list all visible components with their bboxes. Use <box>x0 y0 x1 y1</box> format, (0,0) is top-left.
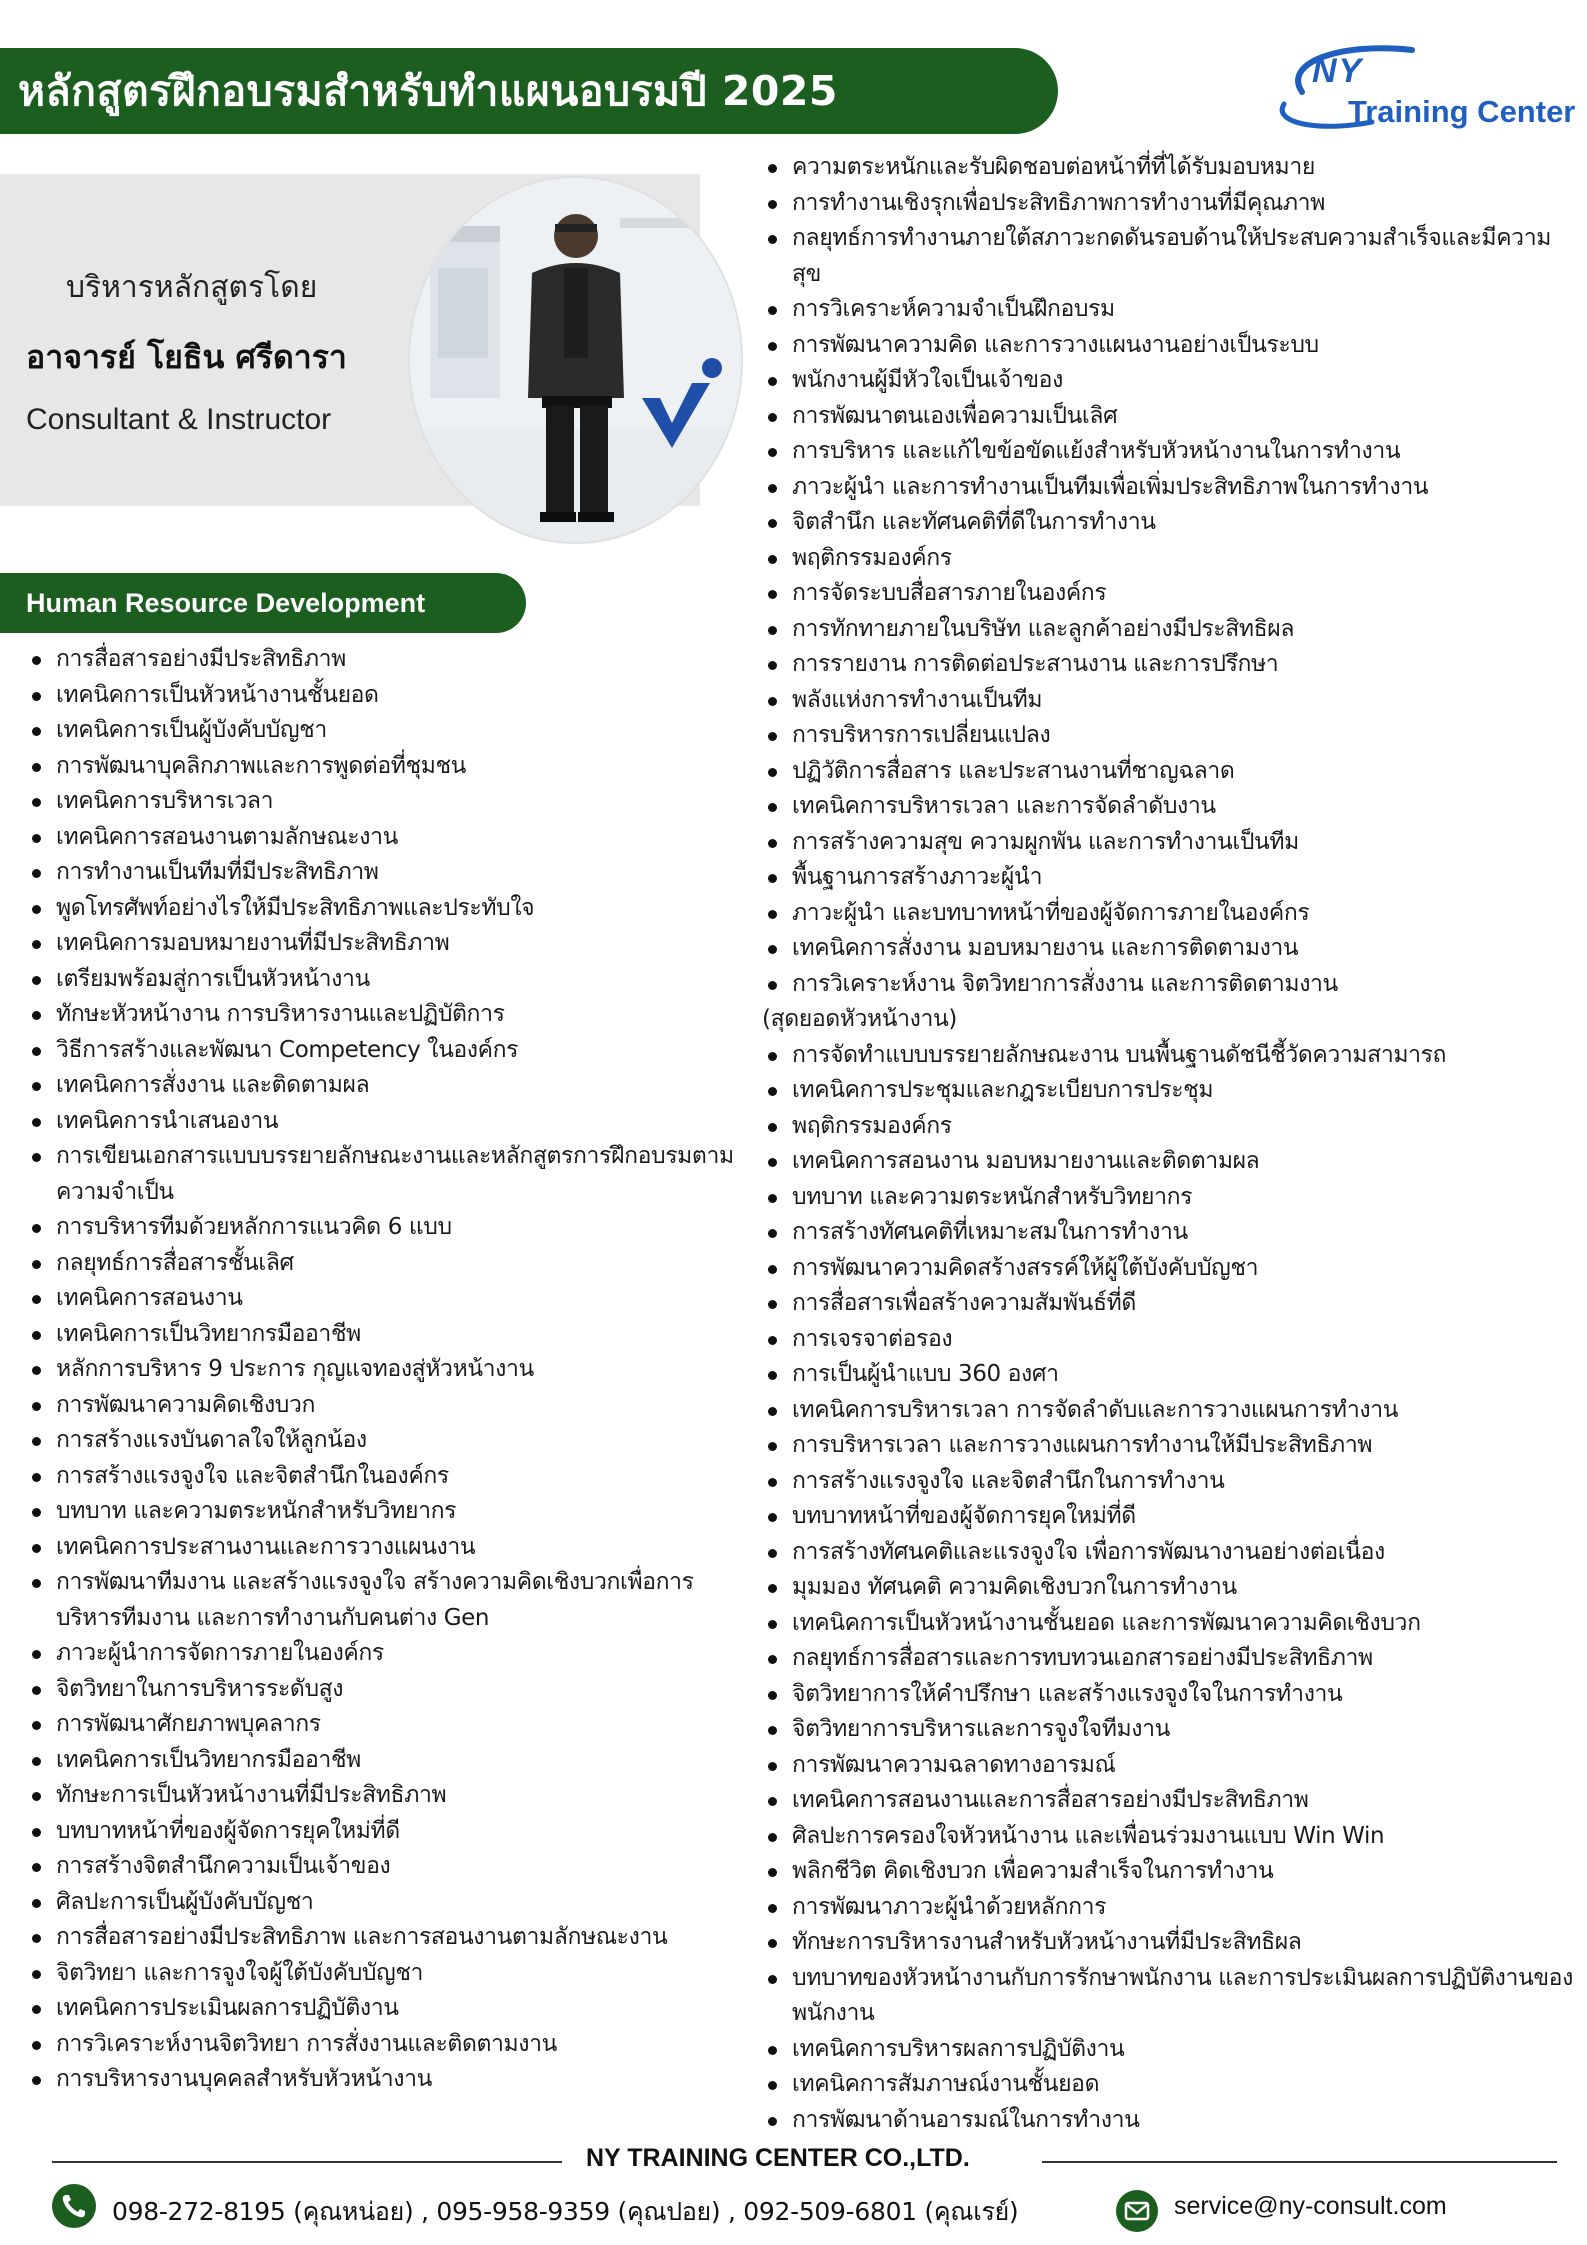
course-item: ทักษะหัวหน้างาน การบริหารงานและปฏิบัติการ <box>26 997 756 1033</box>
footer-company-name: NY TRAINING CENTER CO.,LTD. <box>586 2144 970 2172</box>
course-item: กลยุทธ์การสื่อสารและการทบทวนเอกสารอย่างมีประสิทธิภาพ <box>762 1641 1577 1677</box>
course-item: เทคนิคการสอนงานและการสื่อสารอย่างมีประสิทธิภาพ <box>762 1783 1577 1819</box>
footer-divider-left <box>52 2161 562 2163</box>
course-item: การจัดระบบสื่อสารภายในองค์กร <box>762 576 1577 612</box>
left-course-list <box>26 642 756 2098</box>
logo-training-center-text: Training Center <box>1348 94 1576 129</box>
page-title: หลักสูตรฝึกอบรมสำหรับทำแผนอบรมปี 2025 <box>18 66 838 115</box>
course-item: กลยุทธ์การสื่อสารชั้นเลิศ <box>26 1246 756 1282</box>
course-item: บทบาทหน้าที่ของผู้จัดการยุคใหม่ที่ดี <box>26 1814 756 1850</box>
course-item: การพัฒนาความคิด และการวางแผนงานอย่างเป็นระบบ <box>762 328 1577 364</box>
course-item: พฤติกรรมองค์กร <box>762 541 1577 577</box>
course-item: เทคนิคการเป็นผู้บังคับบัญชา <box>26 713 756 749</box>
course-item: การทักทายภายในบริษัท และลูกค้าอย่างมีประสิทธิผล <box>762 612 1577 648</box>
right-course-list <box>762 150 1577 2138</box>
course-item: บทบาทหน้าที่ของผู้จัดการยุคใหม่ที่ดี <box>762 1499 1577 1535</box>
course-item: เทคนิคการสอนงาน มอบหมายงานและติดตามผล <box>762 1144 1577 1180</box>
course-item: การพัฒนาความฉลาดทางอารมณ์ <box>762 1748 1577 1784</box>
course-item: วิธีการสร้างและพัฒนา Competency ในองค์กร <box>26 1033 756 1069</box>
ny-training-logo <box>1262 32 1576 142</box>
course-item: เทคนิคการมอบหมายงานที่มีประสิทธิภาพ <box>26 926 756 962</box>
course-item: เทคนิคการเป็นหัวหน้างานชั้นยอด <box>26 678 756 714</box>
course-item: เทคนิคการสอนงานตามลักษณะงาน <box>26 820 756 856</box>
course-item: การวิเคราะห์งาน จิตวิทยาการสั่งงาน และการติดตามงาน <box>762 967 1577 1003</box>
course-item: เตรียมพร้อมสู่การเป็นหัวหน้างาน <box>26 962 756 998</box>
course-item: เทคนิคการเป็นหัวหน้างานชั้นยอด และการพัฒนาความคิดเชิงบวก <box>762 1606 1577 1642</box>
course-item: เทคนิคการประเมินผลการปฏิบัติงาน <box>26 1991 756 2027</box>
course-item: ศิลปะการเป็นผู้บังคับบัญชา <box>26 1885 756 1921</box>
course-item: เทคนิคการบริหารเวลา การจัดลำดับและการวางแผนการทำงาน <box>762 1393 1577 1429</box>
course-item: การสร้างแรงบันดาลใจให้ลูกน้อง <box>26 1423 756 1459</box>
course-item: พนักงานผู้มีหัวใจเป็นเจ้าของ <box>762 363 1577 399</box>
course-item: พื้นฐานการสร้างภาวะผู้นำ <box>762 860 1577 896</box>
course-item: เทคนิคการสั่งงาน มอบหมายงาน และการติดตามงาน <box>762 931 1577 967</box>
course-item: พูดโทรศัพท์อย่างไรให้มีประสิทธิภาพและประทับใจ <box>26 891 756 927</box>
course-item: ภาวะผู้นำ และบทบาทหน้าที่ของผู้จัดการภายในองค์กร <box>762 896 1577 932</box>
course-item: การบริหารการเปลี่ยนแปลง <box>762 718 1577 754</box>
course-item: การพัฒนาทีมงาน และสร้างแรงจูงใจ สร้างความคิดเชิงบวกเพื่อการบริหารทีมงาน และการทำงานกับคนต่าง Gen <box>26 1565 756 1636</box>
course-item: ภาวะผู้นำ และการทำงานเป็นทีมเพื่อเพิ่มประสิทธิภาพในการทำงาน <box>762 470 1577 506</box>
course-item: การสร้างความสุข ความผูกพัน และการทำงานเป็นทีม <box>762 825 1577 861</box>
course-item: การเป็นผู้นำแบบ 360 องศา <box>762 1357 1577 1393</box>
footer-email: service@ny-consult.com <box>1174 2192 1447 2220</box>
footer-phone-numbers: 098-272-8195 (คุณหน่อย) , 095-958-9359 (คุณปอย) , 092-509-6801 (คุณเรย์) <box>112 2197 1019 2226</box>
course-item: การสร้างแรงจูงใจ และจิตสำนึกในการทำงาน <box>762 1464 1577 1500</box>
phone-icon <box>52 2184 96 2228</box>
course-item: ความตระหนักและรับผิดชอบต่อหน้าที่ที่ได้รับมอบหมาย <box>762 150 1577 186</box>
course-item: ทักษะการบริหารงานสำหรับหัวหน้างานที่มีประสิทธิผล <box>762 1925 1577 1961</box>
course-item: การบริหารงานบุคคลสำหรับหัวหน้างาน <box>26 2062 756 2098</box>
course-item: ทักษะการเป็นหัวหน้างานที่มีประสิทธิภาพ <box>26 1778 756 1814</box>
course-item: ศิลปะการครองใจหัวหน้างาน และเพื่อนร่วมงานแบบ Win Win <box>762 1819 1577 1855</box>
course-item: เทคนิคการประชุมและกฎระเบียบการประชุม <box>762 1073 1577 1109</box>
course-item: บทบาท และความตระหนักสำหรับวิทยากร <box>762 1180 1577 1216</box>
course-item: พลิกชีวิต คิดเชิงบวก เพื่อความสำเร็จในการทำงาน <box>762 1854 1577 1890</box>
course-item: การบริหาร และแก้ไขข้อขัดแย้งสำหรับหัวหน้างานในการทำงาน <box>762 434 1577 470</box>
presenter-photo <box>408 176 743 544</box>
course-item: เทคนิคการสั่งงาน และติดตามผล <box>26 1068 756 1104</box>
course-item: การพัฒนาภาวะผู้นำด้วยหลักการ <box>762 1890 1577 1926</box>
course-item: การสื่อสารเพื่อสร้างความสัมพันธ์ที่ดี <box>762 1286 1577 1322</box>
course-item: จิตวิทยาในการบริหารระดับสูง <box>26 1672 756 1708</box>
profile-lead-text: บริหารหลักสูตรโดย <box>66 270 318 305</box>
section-title: Human Resource Development <box>26 587 426 618</box>
course-item: เทคนิคการสัมภาษณ์งานชั้นยอด <box>762 2067 1577 2103</box>
course-item: กลยุทธ์การทำงานภายใต้สภาวะกดดันรอบด้านให้ประสบความสำเร็จและมีความสุข <box>762 221 1577 292</box>
course-item: การทำงานเชิงรุกเพื่อประสิทธิภาพการทำงานที่มีคุณภาพ <box>762 186 1577 222</box>
instructor-name: อาจารย์ โยธิน ศรีดารา <box>26 338 347 376</box>
course-item: การรายงาน การติดต่อประสานงาน และการปรึกษา <box>762 647 1577 683</box>
course-item: เทคนิคการประสานงานและการวางแผนงาน <box>26 1530 756 1566</box>
title-banner <box>0 48 1058 134</box>
course-item: เทคนิคการเป็นวิทยากรมืออาชีพ <box>26 1743 756 1779</box>
course-item: จิตสำนึก และทัศนคติที่ดีในการทำงาน <box>762 505 1577 541</box>
course-item: เทคนิคการบริหารผลการปฏิบัติงาน <box>762 2032 1577 2068</box>
course-item: การทำงานเป็นทีมที่มีประสิทธิภาพ <box>26 855 756 891</box>
course-item: การสร้างแรงจูงใจ และจิตสำนึกในองค์กร <box>26 1459 756 1495</box>
course-item: พลังแห่งการทำงานเป็นทีม <box>762 683 1577 719</box>
course-item: การพัฒนาบุคลิกภาพและการพูดต่อที่ชุมชน <box>26 749 756 785</box>
course-item: การเขียนเอกสารแบบบรรยายลักษณะงานและหลักสูตรการฝึกอบรมตามความจำเป็น <box>26 1139 756 1210</box>
course-item: การพัฒนาศักยภาพบุคลากร <box>26 1707 756 1743</box>
course-item: ปฏิวัติการสื่อสาร และประสานงานที่ชาญฉลาด <box>762 754 1577 790</box>
mail-icon <box>1116 2190 1158 2232</box>
course-item: มุมมอง ทัศนคติ ความคิดเชิงบวกในการทำงาน <box>762 1570 1577 1606</box>
course-item: เทคนิคการบริหารเวลา และการจัดลำดับงาน <box>762 789 1577 825</box>
instructor-role: Consultant & Instructor <box>26 403 332 436</box>
course-item: (สุดยอดหัวหน้างาน) <box>762 1006 957 1032</box>
footer-divider-right <box>1042 2161 1557 2163</box>
course-item: เทคนิคการนำเสนองาน <box>26 1104 756 1140</box>
logo-ny-text: NY <box>1312 52 1364 90</box>
course-item: บทบาท และความตระหนักสำหรับวิทยากร <box>26 1494 756 1530</box>
course-item: บทบาทของหัวหน้างานกับการรักษาพนักงาน และการประเมินผลการปฏิบัติงานของพนักงาน <box>762 1961 1577 2032</box>
course-item: การสร้างทัศนคติที่เหมาะสมในการทำงาน <box>762 1215 1577 1251</box>
course-item: การสร้างจิตสำนึกความเป็นเจ้าของ <box>26 1849 756 1885</box>
course-item: การพัฒนาด้านอารมณ์ในการทำงาน <box>762 2103 1577 2139</box>
course-item: เทคนิคการสอนงาน <box>26 1281 756 1317</box>
course-item: การจัดทำแบบบรรยายลักษณะงาน บนพื้นฐานดัชนีชี้วัดความสามารถ <box>762 1038 1577 1074</box>
course-item: จิตวิทยา และการจูงใจผู้ใต้บังคับบัญชา <box>26 1956 756 1992</box>
course-item: การวิเคราะห์งานจิตวิทยา การสั่งงานและติดตามงาน <box>26 2027 756 2063</box>
course-item: พฤติกรรมองค์กร <box>762 1109 1577 1145</box>
course-item: การวิเคราะห์ความจำเป็นฝึกอบรม <box>762 292 1577 328</box>
course-item: ภาวะผู้นำการจัดการภายในองค์กร <box>26 1636 756 1672</box>
course-item: การบริหารเวลา และการวางแผนการทำงานให้มีประสิทธิภาพ <box>762 1428 1577 1464</box>
course-item: เทคนิคการเป็นวิทยากรมืออาชีพ <box>26 1317 756 1353</box>
course-item: จิตวิทยาการให้คำปรึกษา และสร้างแรงจูงใจในการทำงาน <box>762 1677 1577 1713</box>
course-item: เทคนิคการบริหารเวลา <box>26 784 756 820</box>
course-item: การสื่อสารอย่างมีประสิทธิภาพ <box>26 642 756 678</box>
course-item: การบริหารทีมด้วยหลักการแนวคิด 6 แบบ <box>26 1210 756 1246</box>
course-item: จิตวิทยาการบริหารและการจูงใจทีมงาน <box>762 1712 1577 1748</box>
course-item: การสร้างทัศนคติและแรงจูงใจ เพื่อการพัฒนางานอย่างต่อเนื่อง <box>762 1535 1577 1571</box>
course-item: การพัฒนาความคิดเชิงบวก <box>26 1388 756 1424</box>
course-item: การสื่อสารอย่างมีประสิทธิภาพ และการสอนงานตามลักษณะงาน <box>26 1920 756 1956</box>
course-item: การเจรจาต่อรอง <box>762 1322 1577 1358</box>
course-item: หลักการบริหาร 9 ประการ กุญแจทองสู่หัวหน้างาน <box>26 1352 756 1388</box>
course-item: การพัฒนาความคิดสร้างสรรค์ให้ผู้ใต้บังคับบัญชา <box>762 1251 1577 1287</box>
course-item: การพัฒนาตนเองเพื่อความเป็นเลิศ <box>762 399 1577 435</box>
section-banner <box>0 573 526 633</box>
